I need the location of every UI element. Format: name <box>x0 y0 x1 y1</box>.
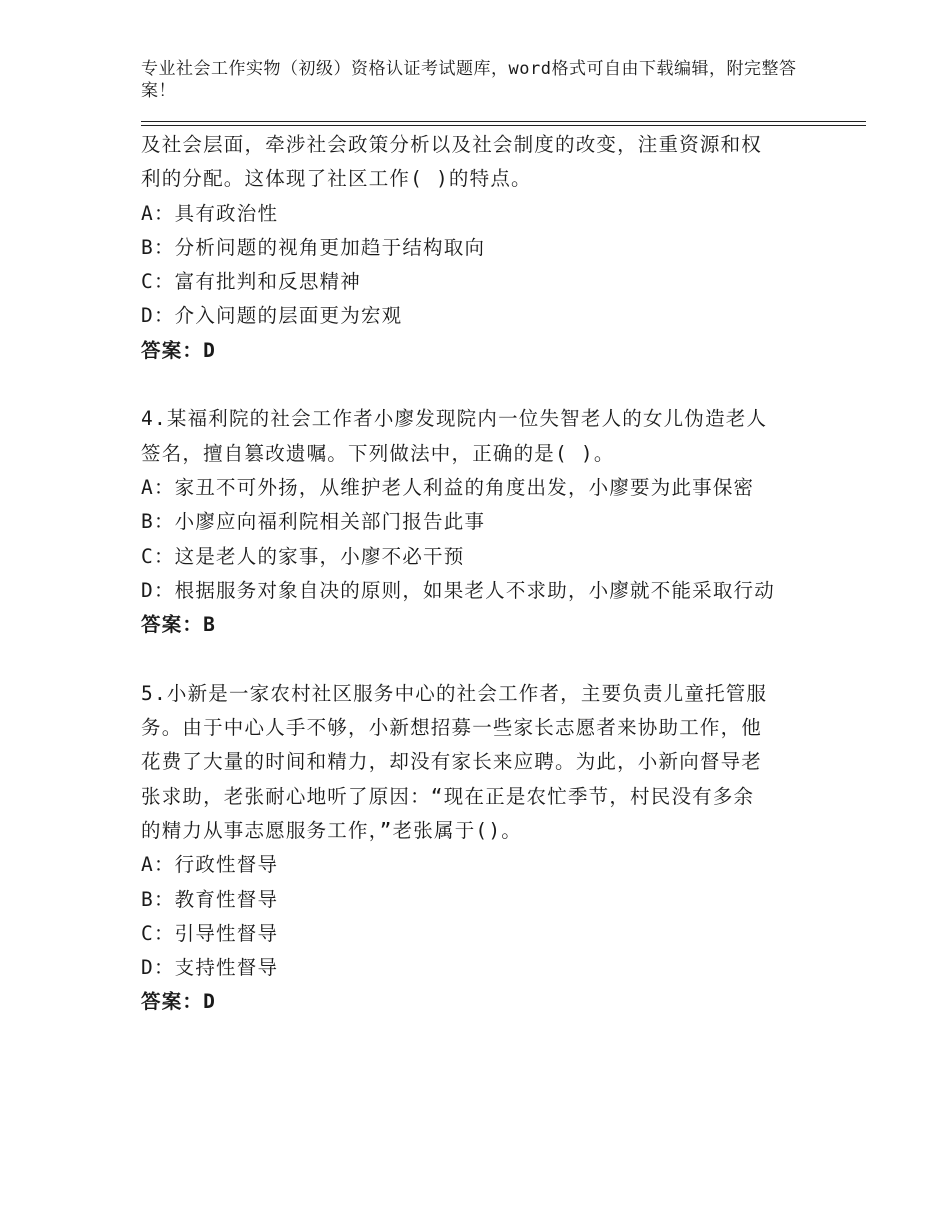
question-content <box>141 128 841 1020</box>
question-stem-line: 张求助，老张耐心地听了原因：“现在正是农忙季节，村民没有多余 <box>141 784 755 808</box>
question-stem-line: 及社会层面，牵涉社会政策分析以及社会制度的改变，注重资源和权 <box>141 133 763 156</box>
header-rule-top <box>141 121 866 122</box>
question-stem-line: 利的分配。这体现了社区工作( )的特点。 <box>141 167 532 191</box>
answer-line: 答案：B <box>141 613 217 637</box>
answer-line: 答案：D <box>141 338 217 362</box>
header-text: 专业社会工作实物（初级）资格认证考试题库，word格式可自由下载编辑，附完整答案！ <box>141 59 797 101</box>
question-stem-line: 花费了大量的时间和精力，却没有家长来应聘。为此，小新向督导老 <box>141 750 763 774</box>
question-4 <box>141 402 841 642</box>
option-c: C：富有批判和反思精神 <box>141 270 361 294</box>
question-stem-line: 的精力从事志愿服务工作，”老张属于()。 <box>141 818 522 842</box>
page-header <box>141 58 821 102</box>
option-d: D：根据服务对象自决的原则，如果老人不求助，小廖就不能采取行动 <box>141 578 775 602</box>
question-5 <box>141 677 841 1020</box>
spacer <box>141 642 841 676</box>
option-b: B：小廖应向福利院相关部门报告此事 <box>141 510 486 534</box>
question-stem-line: 签名，擅自篡改遗嘱。下列做法中，正确的是( )。 <box>141 441 615 465</box>
question-stem-line: 5.小新是一家农村社区服务中心的社会工作者，主要负责儿童托管服 <box>141 681 768 705</box>
option-a: A：具有政治性 <box>141 201 279 225</box>
spacer <box>141 368 841 402</box>
question-3-continuation <box>141 128 841 368</box>
question-stem-line: 务。由于中心人手不够，小新想招募一些家长志愿者来协助工作，他 <box>141 716 763 740</box>
option-b: B：分析问题的视角更加趋于结构取向 <box>141 235 486 259</box>
option-a: A：行政性督导 <box>141 853 279 877</box>
option-a: A：家丑不可外扬，从维护老人利益的角度出发，小廖要为此事保密 <box>141 475 755 499</box>
option-b: B：教育性督导 <box>141 887 279 911</box>
option-c: C：这是老人的家事，小廖不必干预 <box>141 544 465 568</box>
question-stem-line: 4.某福利院的社会工作者小廖发现院内一位失智老人的女儿伪造老人 <box>141 407 768 431</box>
option-d: D：支持性督导 <box>141 956 279 980</box>
option-c: C：引导性督导 <box>141 921 279 945</box>
answer-line: 答案：D <box>141 990 217 1014</box>
header-rule-bottom <box>141 125 866 126</box>
option-d: D：介入问题的层面更为宏观 <box>141 304 403 328</box>
